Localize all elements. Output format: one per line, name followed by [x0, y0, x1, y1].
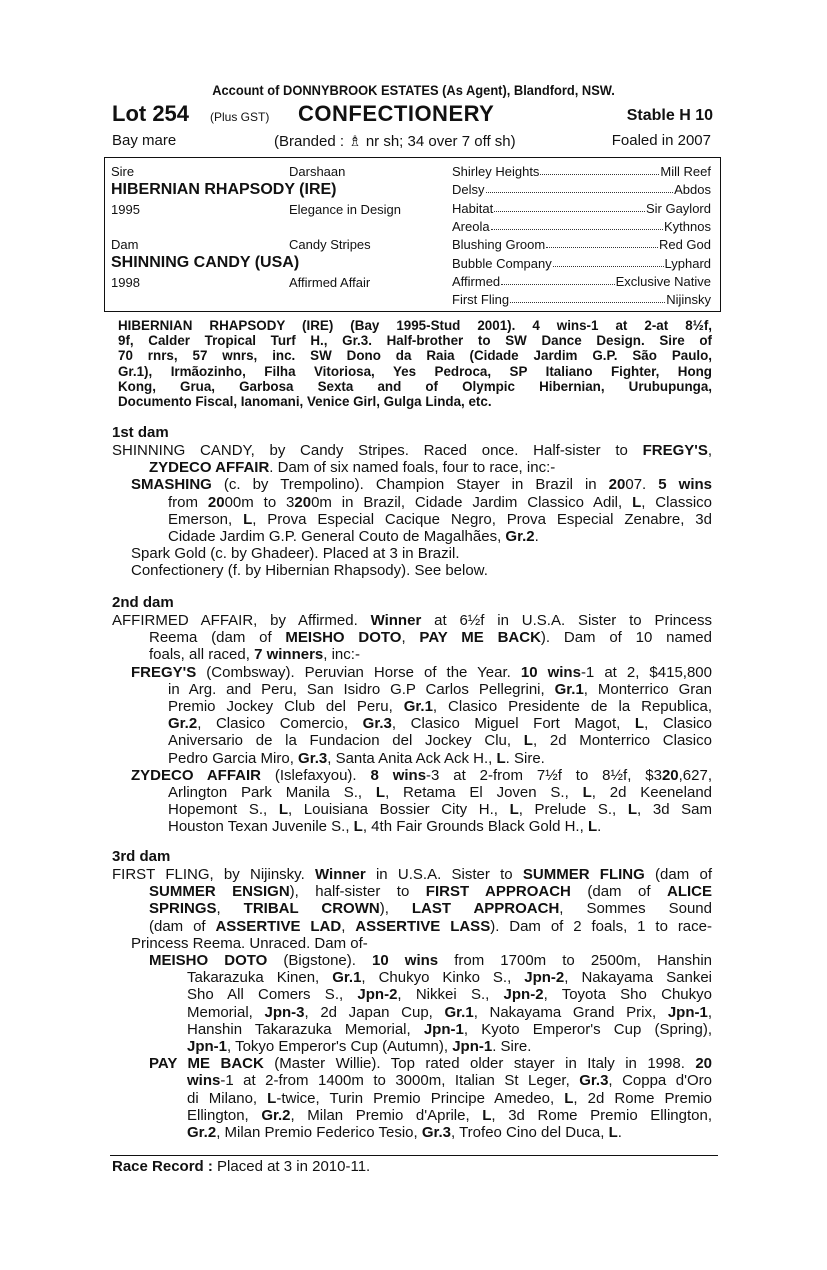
ancestor-row: Delsy Abdos [452, 182, 711, 197]
stable-number: Stable H 10 [626, 107, 713, 124]
second-dam-line: Gr.2, Clasico Comercio, Gr.3, Clasico Miguel Fort Magot, L, Clasico [168, 715, 713, 733]
third-dam-line: PAY ME BACK (Master Willie). Top rated older stayer in Italy in 1998. 20 [149, 1055, 713, 1073]
second-dam-heading: 2nd dam [112, 594, 174, 611]
second-dam-line: ZYDECO AFFAIR (Islefaxyou). 8 wins-3 at 2-from 7½f to 8½f, $320,627, [131, 766, 713, 784]
third-dam-line: wins-1 at 2-from 1400m to 3000m, Italian St Leger, Gr.3, Coppa d'Oro [187, 1072, 712, 1090]
sire-name: HIBERNIAN RHAPSODY (IRE) [111, 181, 337, 198]
first-dam-line: Cidade Jardim G.P. General Couto de Magalhães, Gr.2. [168, 528, 539, 546]
horse-name: CONFECTIONERY [298, 101, 495, 126]
race-record [112, 1158, 370, 1175]
ancestor-row: Areola Kythnos [452, 219, 711, 234]
brand-details [274, 132, 516, 150]
third-dam-heading: 3rd dam [112, 848, 171, 865]
race-record-value: Placed at 3 in 2010-11. [212, 1158, 371, 1175]
second-dam-line: foals, all raced, 7 winners, inc:- [149, 646, 360, 664]
vendor-account: Account of DONNYBROOK ESTATES (As Agent), Blandford, NSW. [212, 82, 615, 98]
dam-dam: Affirmed Affair [289, 275, 371, 290]
ancestor-row: Blushing Groom Red God [452, 237, 711, 252]
sire-summary-line: Gr.1), Irmãozinho, Filha Vitoriosa, Yes Pedroca, SP Italiano Fighter, Hong [118, 363, 712, 379]
ancestor-row: Shirley Heights Mill Reef [452, 164, 711, 179]
sire-dam: Elegance in Design [289, 202, 402, 217]
third-dam-line: SPRINGS, TRIBAL CROWN), LAST APPROACH, Sommes Sound [149, 900, 712, 918]
ancestor-row: Habitat Sir Gaylord [452, 201, 711, 216]
lot-number: Lot 254 [112, 101, 190, 126]
first-dam-heading: 1st dam [112, 424, 169, 441]
plus-gst-note: (Plus GST) [210, 110, 270, 124]
second-dam-line: Aniversario de la Fundacion del Jockey Clu, L, 2d Monterrico Clasico [168, 732, 712, 750]
first-dam-line: Spark Gold (c. by Ghadeer). Placed at 3 in Brazil. [131, 545, 460, 563]
second-dam-line: Hopemont S., L, Louisiana Bossier City H., L, Prelude S., L, 3d Sam [168, 801, 713, 819]
ancestor-row: Bubble Company Lyphard [452, 256, 711, 271]
third-dam-line: Gr.2, Milan Premio Federico Tesio, Gr.3, Trofeo Cino del Duca, L. [187, 1124, 622, 1142]
second-dam-line: in Arg. and Peru, San Isidro G.P Carlos Pellegrini, Gr.1, Monterrico Gran [168, 680, 712, 698]
third-dam-line: Princess Reema. Unraced. Dam of- [131, 934, 368, 952]
first-dam-line: ZYDECO AFFAIR. Dam of six named foals, four to race, inc:- [149, 459, 556, 477]
first-dam-line: SHINNING CANDY, by Candy Stripes. Raced once. Half-sister to FREGY'S, [112, 442, 712, 459]
third-dam-line: MEISHO DOTO (Bigstone). 10 wins from 1700m to 2500m, Hanshin [149, 952, 712, 970]
second-dam-line: Reema (dam of MEISHO DOTO, PAY ME BACK). Dam of 10 named [149, 629, 712, 647]
dam-name: SHINNING CANDY (USA) [111, 254, 300, 271]
dam-label: Dam [111, 237, 139, 252]
dam-year: 1998 [111, 275, 140, 290]
horse-description: Bay mare [112, 132, 177, 149]
second-dam-line: Houston Texan Juvenile S., L, 4th Fair Grounds Black Gold H., L. [168, 818, 602, 836]
sire-year: 1995 [111, 202, 140, 217]
first-dam-line: Emerson, L, Prova Especial Cacique Negro, Prova Especial Zenabre, 3d [168, 510, 712, 528]
dam-sire: Candy Stripes [289, 237, 371, 252]
ancestor-row: Affirmed Exclusive Native [452, 274, 711, 289]
third-dam-section [112, 866, 712, 1141]
sire-summary-line: HIBERNIAN RHAPSODY (IRE) (Bay 1995-Stud 2001). 4 wins-1 at 2-at 8½f, [118, 318, 712, 333]
third-dam-line: Memorial, Jpn-3, 2d Japan Cup, Gr.1, Nakayama Grand Prix, Jpn-1, [187, 1003, 713, 1021]
second-dam-line: Premio Jockey Club del Peru, Gr.1, Clasico Presidente de la Republica, [168, 698, 712, 716]
sire-sire: Darshaan [289, 164, 346, 179]
third-dam-line: (dam of ASSERTIVE LAD, ASSERTIVE LASS). Dam of 2 foals, 1 to race- [149, 917, 712, 935]
third-dam-line: di Milano, L-twice, Turin Premio Principe Amedeo, L, 2d Rome Premio [187, 1089, 712, 1107]
sire-summary-line: Documento Fiscal, Ianomani, Venice Girl, Gulga Linda, etc. [118, 394, 492, 410]
second-dam-line: AFFIRMED AFFAIR, by Affirmed. Winner at 6½f in U.S.A. Sister to Princess [112, 612, 712, 629]
first-dam-line: Confectionery (f. by Hibernian Rhapsody). See below. [131, 562, 488, 580]
first-dam-line: from 2000m to 3200m in Brazil, Cidade Jardim Classico Adil, L, Classico [168, 493, 712, 511]
brand-icon: ♗ [348, 133, 362, 150]
first-dam-section [112, 442, 712, 580]
third-dam-line: Hanshin Takarazuka Memorial, Jpn-1, Kyoto Emperor's Cup (Spring), [187, 1020, 712, 1038]
race-record-label: Race Record : [112, 1158, 213, 1175]
second-dam-line: Arlington Park Manila S., L, Retama El Joven S., L, 2d Keeneland [168, 784, 713, 802]
pedigree-table [104, 157, 721, 312]
third-dam-line: SUMMER ENSIGN), half-sister to FIRST APPROACH (dam of ALICE [149, 883, 712, 901]
third-dam-line: FIRST FLING, by Nijinsky. Winner in U.S.A. Sister to SUMMER FLING (dam of [112, 866, 712, 883]
foaled-year: Foaled in 2007 [611, 132, 711, 149]
second-dam-line: Pedro Garcia Miro, Gr.3, Santa Anita Ack Ack H., L. Sire. [168, 749, 545, 767]
first-dam-line: SMASHING (c. by Trempolino). Champion Stayer in Brazil in 2007. 5 wins [131, 476, 712, 494]
second-dam-section [112, 612, 712, 836]
sire-summary-line: 70 rnrs, 57 wnrs, inc. SW Dono da Raia (Cidade Jardim G.P. São Paulo, [118, 348, 712, 364]
third-dam-line: Ellington, Gr.2, Milan Premio d'Aprile, L, 3d Rome Premio Ellington, [187, 1106, 712, 1124]
second-dam-line: FREGY'S (Combsway). Peruvian Horse of the Year. 10 wins-1 at 2, $415,800 [131, 663, 712, 681]
sire-summary-line: Kong, Grua, Garbosa Sexta and of Olympic Hibernian, Urubupunga, [118, 378, 712, 394]
sire-summary-line: 9f, Calder Tropical Turf H., Gr.3. Half-brother to SW Dance Design. Sire of [118, 333, 712, 349]
brand-label: (Branded : [274, 133, 349, 150]
third-dam-line: Sho All Comers S., Jpn-2, Nikkei S., Jpn-2, Toyota Sho Chukyo [187, 986, 712, 1004]
divider [110, 1155, 718, 1156]
third-dam-line: Jpn-1, Tokyo Emperor's Cup (Autumn), Jpn-1. Sire. [187, 1038, 532, 1056]
third-dam-line: Takarazuka Kinen, Gr.1, Chukyo Kinko S., Jpn-2, Nakayama Sankei [187, 969, 712, 987]
ancestor-row: First Fling Nijinsky [452, 292, 711, 307]
sire-label: Sire [111, 164, 135, 179]
brand-rest: nr sh; 34 over 7 off sh) [361, 133, 516, 150]
sire-summary [118, 318, 712, 409]
